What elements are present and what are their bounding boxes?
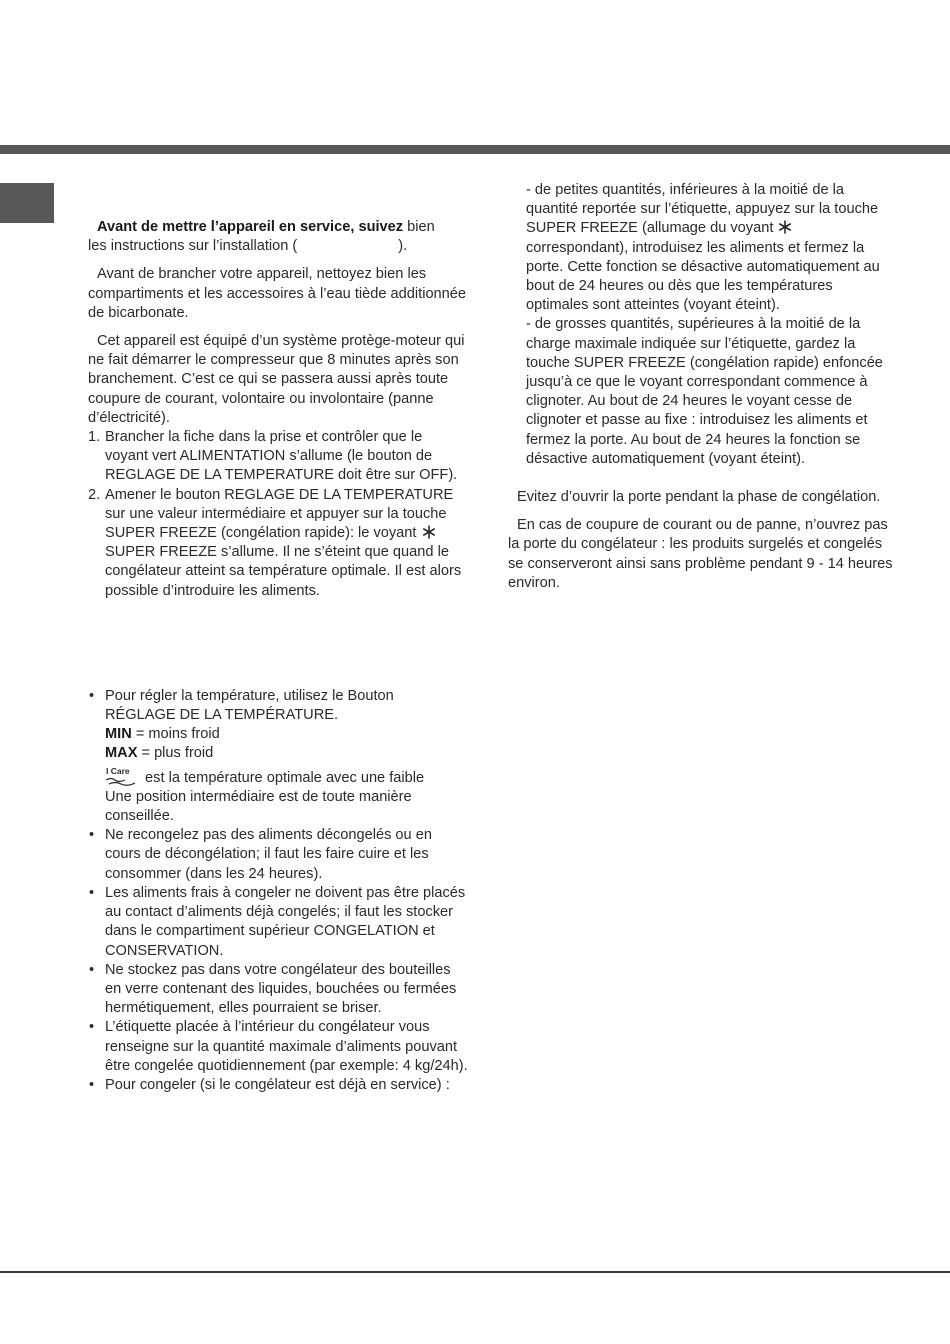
section-tab xyxy=(0,183,54,223)
right-column xyxy=(508,181,893,593)
footer-rule xyxy=(0,1271,950,1273)
door-paragraph: Evitez d’ouvrir la porte pendant la phase de congélation. xyxy=(517,489,881,506)
list-item: • Ne stockez pas dans votre congélateur des bouteilles en verre contenant des liquides, bouchées ou fermées hermétiquement, elles pourraient se briser. xyxy=(89,961,457,1017)
step-item: 1. Brancher la fiche dans la prise et contrôler que le voyant vert ALIMENTATION s’allume (le bouton de REGLAGE DE LA TEMPERATURE doit être sur OFF). xyxy=(88,429,458,484)
small-quantities-paragraph: - de petites quantités, inférieures à la moitié de la quantité reportée sur l’étiquette, appuyez sur la touche SUPER FREEZE (allumage du voyant correspondant), introduisez les aliments et fermez la porte. Cette fonction se désactive automatiquement au bout de 24 heures ou dès que les températures optimales sont atteintes (voyant éteint). xyxy=(526,182,880,314)
snowflake-icon xyxy=(778,220,792,234)
header-rule xyxy=(0,145,950,154)
intro-bold: Avant de mettre l’appareil en service, suivez xyxy=(97,219,404,235)
motor-protection-paragraph: Cet appareil est équipé d’un système protège-moteur qui ne fait démarrer le compresseur que 8 minutes après son branchement. C’est ce qui se passera aussi après toute coupure de courant, volontaire ou involontaire (panne d’électricité). xyxy=(88,333,465,426)
snowflake-icon xyxy=(422,525,436,539)
intro-paragraph: Avant de mettre l’appareil en service, suivez bien les instructions sur l’installation ( ). xyxy=(88,219,435,255)
svg-text:I Care: I Care xyxy=(106,765,130,776)
icare-icon xyxy=(105,766,139,788)
list-item: • Les aliments frais à congeler ne doivent pas être placés au contact d’aliments déjà congelés; il faut les stocker dans le compartiment supérieur CONGELATION et CONSERVATION. xyxy=(89,884,466,959)
step-item: 2. Amener le bouton REGLAGE DE LA TEMPERATURE sur une valeur intermédiaire et appuyer sur la touche SUPER FREEZE (congélation rapide): le voyant SUPER FREEZE s’allume. Il ne s’éteint que quand le congélateur atteint sa température optimale. Il est alors possible d’introduire les aliments. xyxy=(88,486,462,599)
startup-steps xyxy=(88,428,468,601)
cleaning-paragraph: Avant de brancher votre appareil, nettoyez bien les compartiments et les accessoires à l’eau tiède additionnée de bicarbonate. xyxy=(88,266,467,321)
list-item: • L’étiquette placée à l’intérieur du congélateur vous renseigne sur la quantité maximale d’aliments pouvant être congelée quotidiennement (par exemple: 4 kg/24h). xyxy=(89,1019,468,1074)
icare-line: I Care est la température optimale avec une faible Une position intermédiaire est de toute manière conseillée. xyxy=(105,765,425,825)
list-item: • Pour régler la température, utilisez le Bouton RÉGLAGE DE LA TEMPÉRATURE. MIN = moins froid MAX = plus froid I Care est la température optimale avec une faible Une position intermédiaire est de toute manière conseillée. xyxy=(88,687,468,826)
usage-tips-list xyxy=(88,687,468,1095)
list-item: • Pour congeler (si le congélateur est déjà en service) : xyxy=(89,1076,450,1093)
left-column xyxy=(88,218,468,1095)
large-quantities-paragraph: - de grosses quantités, supérieures à la moitié de la charge maximale indiquée sur l’étiquette, gardez la touche SUPER FREEZE (congélation rapide) enfoncée jusqu’à ce que le voyant correspondant commence à clignoter. Au bout de 24 heures le voyant cesse de clignoter et passe au fixe : introduisez les aliments et fermez la porte. Au bout de 24 heures la fonction se désactive automatiquement (voyant éteint). xyxy=(526,316,883,467)
list-item: • Ne recongelez pas des aliments décongelés ou en cours de décongélation; il faut les faire cuire et les consommer (dans les 24 heures). xyxy=(89,827,432,882)
power-cut-paragraph: En cas de coupure de courant ou de panne, n’ouvrez pas la porte du congélateur : les produits surgelés et congelés se conserveront ainsi sans problème pendant 9 - 14 heures environ. xyxy=(508,517,893,591)
